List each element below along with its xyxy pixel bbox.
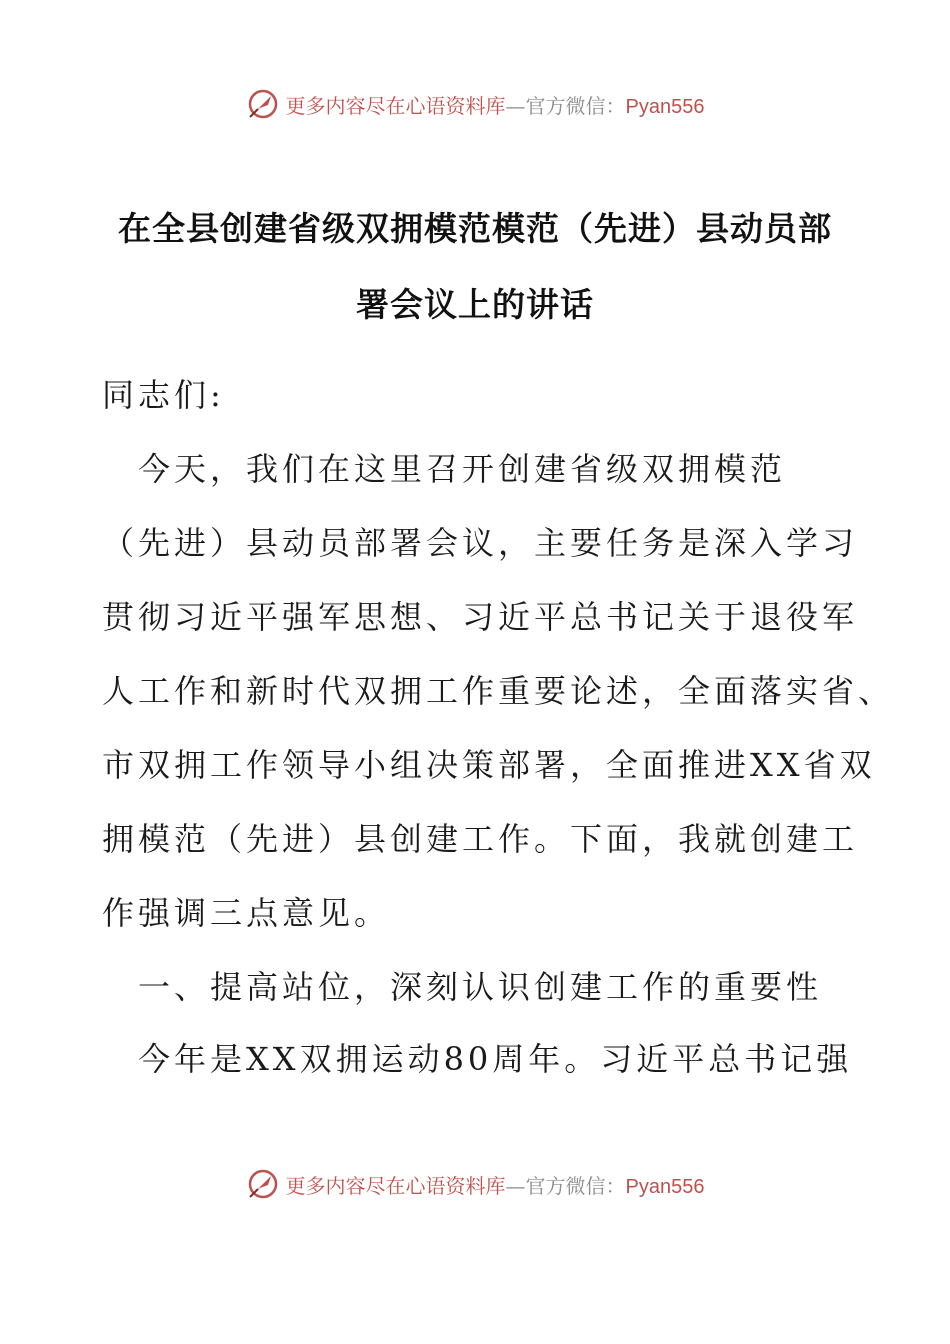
watermark-id: Pyan556 bbox=[625, 1175, 705, 1198]
body-line: 今天，我们在这里召开创建省级双拥模范 bbox=[102, 450, 787, 488]
document-title-line-1: 在全县创建省级双拥模范模范（先进）县动员部 bbox=[118, 209, 832, 248]
feather-pen-logo-icon bbox=[246, 87, 280, 121]
watermark-main: 更多内容尽在心语资料库 bbox=[285, 1173, 506, 1198]
footer-watermark bbox=[0, 1164, 950, 1204]
watermark-id: Pyan556 bbox=[625, 95, 705, 118]
watermark-text bbox=[286, 1170, 705, 1199]
body-line: （先进）县动员部署会议，主要任务是深入学习 bbox=[102, 524, 859, 562]
watermark-official: —官方微信： bbox=[505, 93, 626, 118]
header-watermark bbox=[0, 84, 950, 124]
section-heading: 一、提高站位，深刻认识创建工作的重要性 bbox=[102, 968, 823, 1006]
watermark-main: 更多内容尽在心语资料库 bbox=[285, 93, 506, 118]
body-line: 贯彻习近平强军思想、习近平总书记关于退役军 bbox=[102, 598, 859, 636]
body-line: 同志们: bbox=[102, 376, 225, 414]
body-line: 市双拥工作领导小组决策部署，全面推进XX省双 bbox=[102, 746, 876, 784]
document-title-line-2: 署会议上的讲话 bbox=[356, 285, 594, 324]
body-line: 拥模范（先进）县创建工作。下面，我就创建工 bbox=[102, 820, 859, 858]
body-line: 作强调三点意见。 bbox=[102, 894, 391, 932]
body-line: 今年是XX双拥运动80周年。习近平总书记强 bbox=[102, 1040, 853, 1078]
body-line: 人工作和新时代双拥工作重要论述，全面落实省、 bbox=[102, 672, 895, 710]
feather-pen-logo-icon bbox=[246, 1167, 280, 1201]
watermark-text bbox=[286, 90, 705, 119]
watermark-official: —官方微信： bbox=[505, 1173, 626, 1198]
